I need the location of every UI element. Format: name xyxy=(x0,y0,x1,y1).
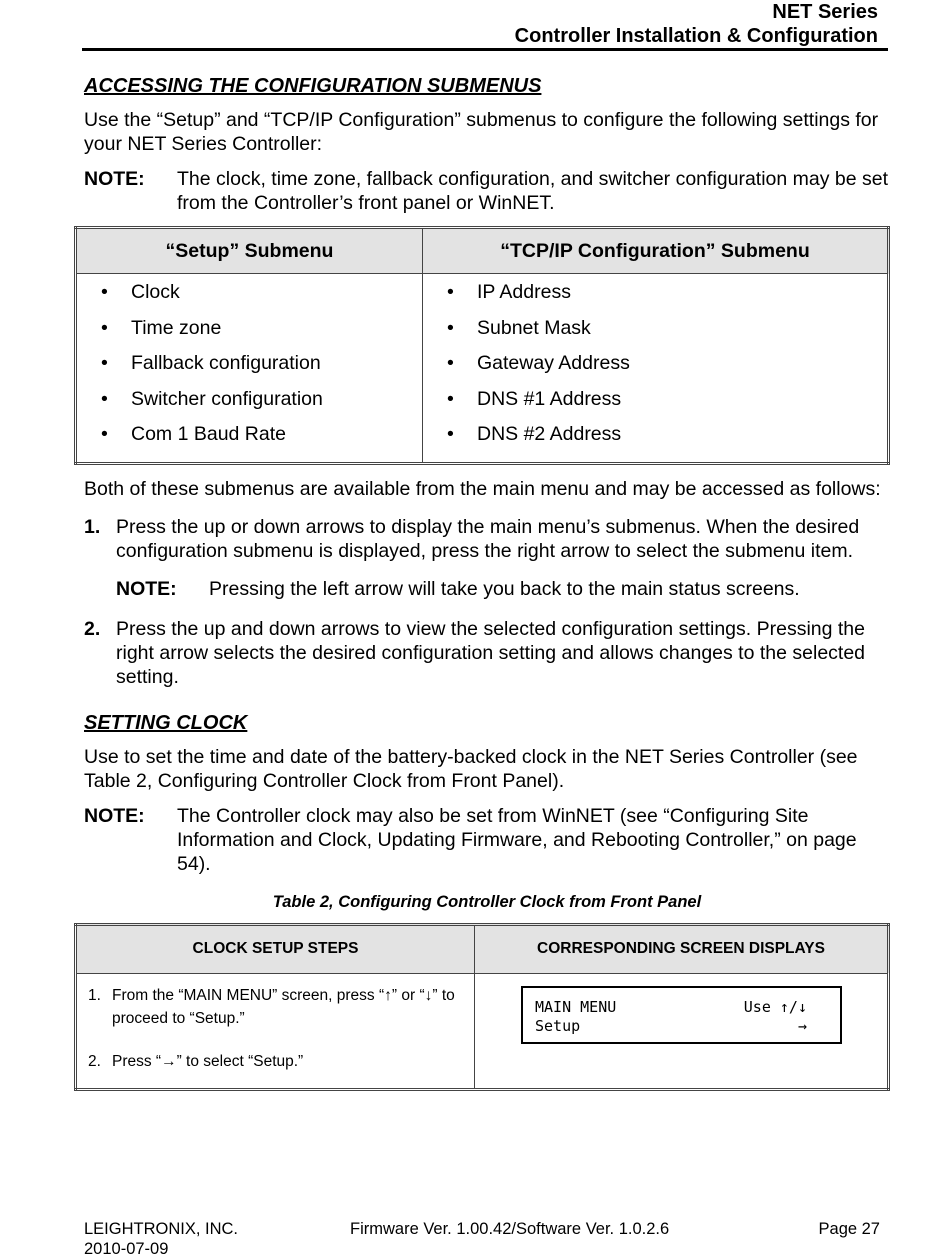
step-text: Press “→” to select “Setup.” xyxy=(112,1052,304,1070)
list-item: • Switcher configuration xyxy=(77,387,422,423)
step-number: 2. xyxy=(88,1052,101,1070)
header-title: Controller Installation & Configuration xyxy=(514,25,878,47)
footer-version: Firmware Ver. 1.00.42/Software Ver. 1.0.2.6 xyxy=(350,1220,670,1238)
list-item: • Fallback configuration xyxy=(77,351,422,387)
list-item: • DNS #2 Address xyxy=(423,422,887,458)
lcd-text: → xyxy=(797,1016,807,1035)
footer-date: 2010-07-09 xyxy=(84,1240,169,1258)
list-item xyxy=(88,1050,463,1073)
page-content xyxy=(84,74,890,1091)
lcd-text: Setup xyxy=(535,1016,581,1035)
page-header xyxy=(515,0,878,48)
lcd-screen-display xyxy=(521,986,842,1044)
step-1 xyxy=(84,515,890,603)
section1-note xyxy=(84,167,890,215)
list-item: • Com 1 Baud Rate xyxy=(77,422,422,458)
tcpip-submenu-header: “TCP/IP Configuration” Submenu xyxy=(423,228,889,274)
list-item: • IP Address xyxy=(423,280,887,316)
screen-displays-header: CORRESPONDING SCREEN DISPLAYS xyxy=(475,924,889,973)
clock-setup-table xyxy=(74,923,890,1091)
step-number: 1. xyxy=(84,515,101,538)
header-series: NET Series xyxy=(772,1,878,23)
access-steps xyxy=(84,515,890,689)
table-caption: Table 2, Configuring Controller Clock from Front Panel xyxy=(272,892,702,911)
screen-displays-cell xyxy=(475,973,889,1089)
section-heading-clock: SETTING CLOCK xyxy=(84,711,248,734)
note-label: NOTE: xyxy=(84,168,145,190)
tcpip-submenu-list xyxy=(423,280,887,458)
header-rule xyxy=(82,48,888,51)
list-item: • Time zone xyxy=(77,316,422,352)
step-text: Press the up or down arrows to display the main menu’s submenus. When the desired configuration submenu is displayed, press the right arrow to select the submenu item. xyxy=(116,515,860,562)
list-item: • Subnet Mask xyxy=(423,316,887,352)
step-number: 2. xyxy=(84,617,101,640)
clock-steps-list xyxy=(78,975,473,1087)
lcd-line-1 xyxy=(535,998,807,1017)
note-label: NOTE: xyxy=(84,804,145,827)
step-text: Press the up and down arrows to view the selected configuration settings. Pressing the right arrow selects the desired configuration setting and allows changes to the selected setting. xyxy=(116,617,866,688)
list-item: • Clock xyxy=(77,280,422,316)
footer-company: LEIGHTRONIX, INC. xyxy=(84,1220,239,1238)
step-number: 1. xyxy=(88,986,101,1004)
setup-submenu-header: “Setup” Submenu xyxy=(76,228,423,274)
lcd-text: MAIN MENU xyxy=(535,997,617,1016)
step-2 xyxy=(84,617,890,689)
submenu-table xyxy=(74,226,890,465)
section2-note xyxy=(84,804,890,876)
section2-intro: Use to set the time and date of the battery-backed clock in the NET Series Controller (see Table 2, Configuring Controller Clock from Front Panel). xyxy=(84,745,858,792)
lcd-text: Use ↑/↓ xyxy=(743,997,807,1016)
step-body xyxy=(116,515,890,603)
after-table-text: Both of these submenus are available from the main menu and may be accessed as follows: xyxy=(84,477,881,500)
section-heading-accessing: ACCESSING THE CONFIGURATION SUBMENUS xyxy=(84,75,542,97)
step-note xyxy=(116,577,890,601)
list-item: • Gateway Address xyxy=(423,351,887,387)
list-item: • DNS #1 Address xyxy=(423,387,887,423)
step-text: From the “MAIN MENU” screen, press “↑” or “↓” to proceed to “Setup.” xyxy=(112,986,455,1027)
lcd-line-2 xyxy=(535,1017,807,1036)
footer-page-number: Page 27 xyxy=(818,1220,880,1238)
list-item xyxy=(88,984,463,1030)
section1-intro: Use the “Setup” and “TCP/IP Configuration” submenus to configure the following settings for your NET Series Controller: xyxy=(84,109,879,155)
clock-steps-cell xyxy=(76,973,475,1089)
note-text: The clock, time zone, fallback configuration, and switcher configuration may be set from the Controller’s front panel or WinNET. xyxy=(177,168,889,214)
note-text: The Controller clock may also be set from WinNET (see “Configuring Site Information and Clock, Updating Firmware, and Rebooting Controller,” on page 54). xyxy=(177,804,857,875)
tcpip-submenu-cell xyxy=(423,274,889,464)
setup-submenu-cell xyxy=(76,274,423,464)
setup-submenu-list xyxy=(77,280,422,458)
clock-steps-header: CLOCK SETUP STEPS xyxy=(76,924,475,973)
note-text: Pressing the left arrow will take you back to the main status screens. xyxy=(209,577,800,600)
note-label: NOTE: xyxy=(116,577,177,600)
